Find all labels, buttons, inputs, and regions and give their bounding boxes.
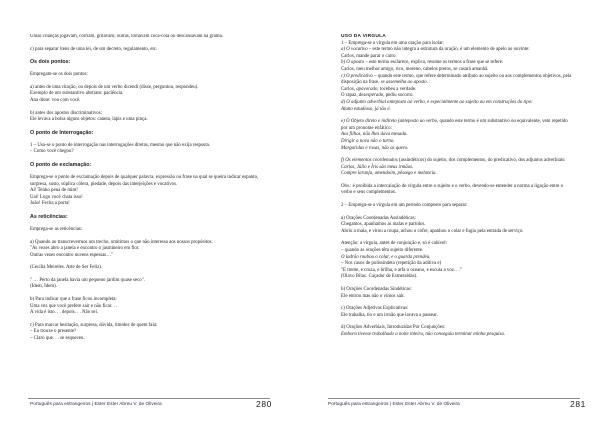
example-line: Margaridas e rosas, não as quero. <box>341 145 409 151</box>
example-line: João! Fecha a porta! <box>30 201 70 207</box>
subsection-heading: b) Orações Coordenadas Sindéticas: <box>341 287 412 292</box>
example-line: Carlos, meu melhor amigo, rico, moreno, cabelos pretos, se casará amanhã. <box>341 66 489 72</box>
example-part: , tocebeu a verdade. <box>377 86 417 92</box>
example-line: Aos filhos, não lhes dava mesada. <box>341 132 408 138</box>
page-number: 281 <box>570 399 586 409</box>
example-line: Abriu a mala, e virou a roupa, achou o cofre, apanhou o colar e fugiu pela entrada de serviço. <box>341 228 524 234</box>
example-line: Ele trabalha, tio e um irmão que lavava a passear. <box>341 312 438 318</box>
example-part: Carlos, <box>341 86 357 92</box>
paragraph: a) Quando ao transcrevermos um trecho, omitimos o que não interessa aos nossos propósitos. <box>30 239 213 245</box>
example-line: Ai! Tenho pena de mim! <box>30 188 78 194</box>
citation: (Olavo Bilac. Caçador de Esmeraldas). <box>341 274 418 280</box>
example-line <box>341 93 573 100</box>
example-italic: desesperado <box>358 93 384 99</box>
example-line: Ele entrou mas não o vimos sair. <box>341 293 405 299</box>
rule-label: b) O aposto <box>341 60 365 66</box>
rule-text: , quando este termo é um substantivo ou equivalente, vem repetido por um pronome enfático: <box>341 119 568 131</box>
right-page-body <box>341 34 573 398</box>
paragraph: 1 – Emprega-se a vírgula em uma oração para isolar: <box>341 40 445 46</box>
example-line: Chegamos, apanhamos as malas e partidos. <box>341 222 426 228</box>
example-line: Ana disse: vou com você. <box>30 97 81 103</box>
rule-item <box>341 158 573 165</box>
example-line: – Eu trouxe o presente? <box>30 329 77 335</box>
paragraph: a) antes de uma citação, ou depois de um verbo dicendi (disse, perguntou, respondeu). <box>30 84 199 90</box>
paragraph: Emprega-se o ponto de exclamação depois de qualquer palavra, expressão ou frase na qual se queira indicar espanto, surpresa, susto, súplica cólera, piedade, depois das interjeições e vocativos. <box>30 174 259 187</box>
example-line <box>341 87 573 94</box>
paragraph: c) Para marcar hesitação, surpresa, dúvida, timidez de quem fala: <box>30 322 158 328</box>
example-line: Exemplo de um substantivo abstrato: paciência. <box>30 91 124 97</box>
example-line: Uma vez que você prefere sair e não ficar. . . <box>30 303 118 309</box>
rule-text-italic: se assemelha ao aposto. <box>380 80 428 86</box>
example-line: O ladrão roubou o colar, e o guarda prendeu. <box>341 254 431 260</box>
section-heading-exclamacao: O ponto de exclamação: <box>30 161 92 168</box>
rule-text: (assindéticos) do sujeito, dos complementos, do predicativo, dos adjuntos adverbiais: <box>397 158 566 164</box>
paragraph: 1 – Usa-se o ponto de interrogação nas interrogações diretas, mesmo que não exija resposta. <box>30 142 211 148</box>
citation: (Idem, Idem). <box>30 284 58 290</box>
rule-text: – este termo esclarece, explica, resume os termos a frase que se refere: <box>364 60 504 66</box>
paragraph: c) para separar itens de uma lei, de um decreto, regulamento, etc. <box>30 46 158 52</box>
rule-item: d) O adjunto adverbial anteposto ao verbo, e especialmente ao sujeito ou em construções do tipo: <box>341 99 533 105</box>
quote-line: Outras vezes encontro nuvens espessas…" <box>30 252 114 258</box>
example-line: Uai! Logo você chata isso! <box>30 194 83 200</box>
left-page-body <box>30 34 270 398</box>
example-line: Compre laranja, amendoim, pêssego e melancia. <box>341 171 437 177</box>
rule-item <box>341 74 573 87</box>
section-heading-dois-pontos: Os dois pontos: <box>30 59 71 66</box>
quote-line: " … Perto da janela havia um pequeno jardim quase seco". <box>30 277 145 283</box>
example-part: , pediu socorro. <box>383 93 414 99</box>
example-line: – Como você chegou? <box>30 149 74 155</box>
quote-line: "E treme, e cruza, e brilha, e arfa o oceano, e escuta a voz. . ." <box>341 267 463 273</box>
paragraph: b) Para indicar que a frase ficou incompleta: <box>30 297 117 303</box>
rule-item <box>341 119 573 132</box>
section-heading-interrogacao: O ponto de Interrogação: <box>30 129 94 136</box>
quote-line: "As vezes abro a janela e encontro o jasmineiro em flor. <box>30 246 140 252</box>
example-line: – Nos casos de polissíndeto (repetição da aditiva e) <box>341 261 442 267</box>
paragraph: Empregam-se os dois pontos: <box>30 72 88 78</box>
paragraph: 2 – Emprega-se a vírgula em um período composto para separar: <box>341 203 468 209</box>
page-number: 280 <box>256 399 272 409</box>
example-line: – quando as orações têm sujeito diferente. <box>341 248 424 254</box>
rule-label: c) O predicativo <box>341 73 373 79</box>
page-title: USO DA VÍRGULA <box>341 34 387 39</box>
subsection-heading: d) Orações Adverbiais, Introduzidas Por Conjunções: <box>341 325 446 331</box>
example-line: – Claro que. . . se esqueceu. <box>30 336 85 342</box>
paragraph: b) antes dos apostos discriminativos: <box>30 110 102 116</box>
rule-label: a) O vocativo <box>341 47 368 53</box>
subsection-heading: a) Orações Coordenadas Assindéticas: <box>341 215 416 221</box>
page-footer: Português para estrangeiros | Ester Ester Abreu V. de Oliveira <box>328 402 460 407</box>
rule-label-italic: (anteposto ao verbo <box>396 119 438 125</box>
example-line: A vida é isto. . . depois. . . Não sei. <box>30 310 99 316</box>
rule-item <box>341 60 573 67</box>
paragraph: Atenção: a vírgula, antes de conjunção e, só é cabível: <box>341 241 447 247</box>
example-line: Embora tivesse trabalhado a noite inteira, não conseguia terminar minha pesquisa. <box>341 331 506 337</box>
rule-item <box>341 47 573 54</box>
example-part: O rapaz, <box>341 93 359 99</box>
example-line: Dirigir a nova não o turno. <box>341 138 395 144</box>
page-footer: Português para estrangeiros | Ester Ester Abreu V. de Oliveira <box>30 402 162 407</box>
footer-divider <box>328 398 580 399</box>
example-line: Aluno estudioso, já tão é. <box>341 106 391 112</box>
example-line: Ele levava a bolsa alguns objetos: caneta, lápis e uma pinça. <box>30 117 148 123</box>
paragraph: Emprega-se as reticências: <box>30 226 83 232</box>
section-heading-reticencias: As reticências: <box>30 213 68 220</box>
rule-text: – este termo não integra a estrutura da oração, é um elemento de apelo ao ouvinte: <box>367 47 530 53</box>
example-line: Carlos, Júlio e Íris são meus irmãos. <box>341 164 414 170</box>
footer-divider <box>28 398 270 399</box>
example-italic: apavorado <box>356 86 378 92</box>
subsection-heading: c) Orações Adjetivas Explicativas: <box>341 306 409 312</box>
note: Obs.: é proibida a intercalação de vírgula entre o sujeito e o verbo, devendo-se entender a norma a ligação entre o verbo e seus complementos. <box>341 183 564 196</box>
rule-label: f) Os elementos coordenados <box>341 158 398 164</box>
citation: (Cecília Meireles. Arte de Ser Feliz). <box>30 265 103 271</box>
rule-label: e) O Objeto direto e indireto <box>341 119 397 125</box>
example-line: Carlos, mande parar o carro. <box>341 53 397 59</box>
rule-text: – quando este termo, que refere determinado atributo ao sujeito ou aos complementos objetivos, pela disposição na frase, <box>341 73 572 86</box>
paragraph: Umas crianças jogavam, corriam, gritavam; outras, tomavam coca-cola ou descansavam na grama. <box>30 34 223 39</box>
right-page <box>300 0 600 424</box>
